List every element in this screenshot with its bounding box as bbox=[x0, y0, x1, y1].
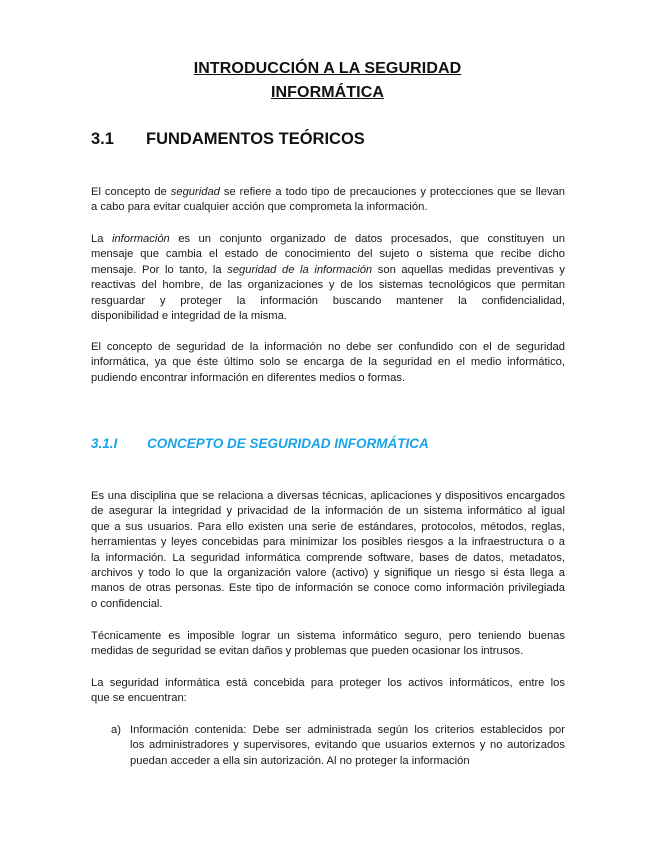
text-line: la información. La seguridad informática comprende software, bases de datos, metadatos, bbox=[91, 551, 565, 564]
subsection-heading bbox=[91, 436, 429, 451]
list-marker: a) bbox=[111, 724, 121, 736]
text-line: Técnicamente es imposible lograr un sistema informático seguro, pero teniendo buenas bbox=[91, 630, 565, 642]
subsection-title: CONCEPTO DE SEGURIDAD INFORMÁTICA bbox=[147, 436, 429, 451]
text-line: los administradores y supervisores, evitando que usuarios externos y no autorizados bbox=[130, 739, 565, 752]
paragraph-seguridad-definition bbox=[91, 185, 565, 216]
section-heading bbox=[91, 130, 365, 149]
emphasized-term: información bbox=[111, 233, 170, 245]
text-line: mensaje. Por lo tanto, la seguridad de la información son aquellas medidas preventivas y bbox=[91, 263, 565, 276]
emphasized-term: seguridad bbox=[170, 186, 220, 198]
text-line: herramientas y leyes concebidas para minimizar los posibles riesgos a la infraestructura o a bbox=[91, 536, 565, 549]
text-line: reactivas del hombre, de las organizaciones y de los sistemas tecnológicos que permitan bbox=[91, 279, 565, 292]
text-line: archivos y todo lo que la organización valore (activo) y signifique un riesgo si ésta llega a bbox=[91, 567, 565, 580]
text-line: La seguridad informática está concebida para proteger los activos informáticos, entre los bbox=[91, 677, 565, 689]
text-line: pudiendo encontrar información en diferentes medios o formas. bbox=[91, 371, 406, 384]
text-line: que a sus usuarios. Para ello existen una serie de estándares, protocolos, métodos, reglas, bbox=[91, 520, 565, 533]
paragraph-informacion-definition bbox=[91, 232, 565, 324]
text-line: a cabo para evitar cualquier acción que comprometa la información. bbox=[91, 201, 428, 214]
text-line: informática, ya que éste último solo se encarga de la seguridad en el medio informático, bbox=[91, 356, 565, 369]
text-line: manos de otras personas. Este tipo de información se conoce como información privilegiada bbox=[91, 582, 565, 595]
text-line: La información es un conjunto organizado de datos procesados, que constituyen un bbox=[91, 233, 565, 245]
text-line: El concepto de seguridad se refiere a todo tipo de precauciones y protecciones que se llevan bbox=[91, 186, 565, 198]
text-line: Es una disciplina que se relaciona a diversas técnicas, aplicaciones y dispositivos encargados bbox=[91, 490, 565, 502]
text-line: Información contenida: Debe ser administrada según los criterios establecidos por bbox=[130, 724, 565, 736]
section-number: 3.1 bbox=[91, 130, 114, 148]
text-line: resguardar y proteger la información buscando mantener la confidencialidad, bbox=[91, 294, 565, 307]
text-line: puedan acceder a ella sin autorización. Al no proteger la información bbox=[130, 754, 470, 767]
document-title-line-1: INTRODUCCIÓN A LA SEGURIDAD bbox=[193, 60, 462, 77]
document-title-line-2: INFORMÁTICA bbox=[270, 84, 385, 101]
subsection-number: 3.1.I bbox=[91, 436, 118, 451]
emphasized-term: seguridad de la información bbox=[227, 263, 373, 276]
section-title: FUNDAMENTOS TEÓRICOS bbox=[146, 130, 365, 148]
text-line: de asegurar la integridad y privacidad de la información de un sistema informático al igual bbox=[91, 505, 565, 518]
list-item-body bbox=[130, 723, 565, 769]
text-line: mensaje que cambia el estado de conocimiento del sujeto o sistema que recibe dicho bbox=[91, 248, 565, 261]
text-line: medidas de seguridad se evitan daños y problemas que pueden ocasionar los intrusos. bbox=[91, 645, 524, 658]
paragraph-tecnicamente bbox=[91, 629, 565, 660]
text-line: El concepto de seguridad de la información no debe ser confundido con el de seguridad bbox=[91, 341, 565, 353]
text-line: disponibilidad e integridad de la misma. bbox=[91, 310, 287, 323]
paragraph-seguridad-vs-informatica bbox=[91, 340, 565, 386]
paragraph-disciplina bbox=[91, 489, 565, 612]
text-line: que se encuentran: bbox=[91, 692, 187, 705]
paragraph-activos bbox=[91, 676, 565, 707]
text-line: o confidencial. bbox=[91, 597, 163, 610]
